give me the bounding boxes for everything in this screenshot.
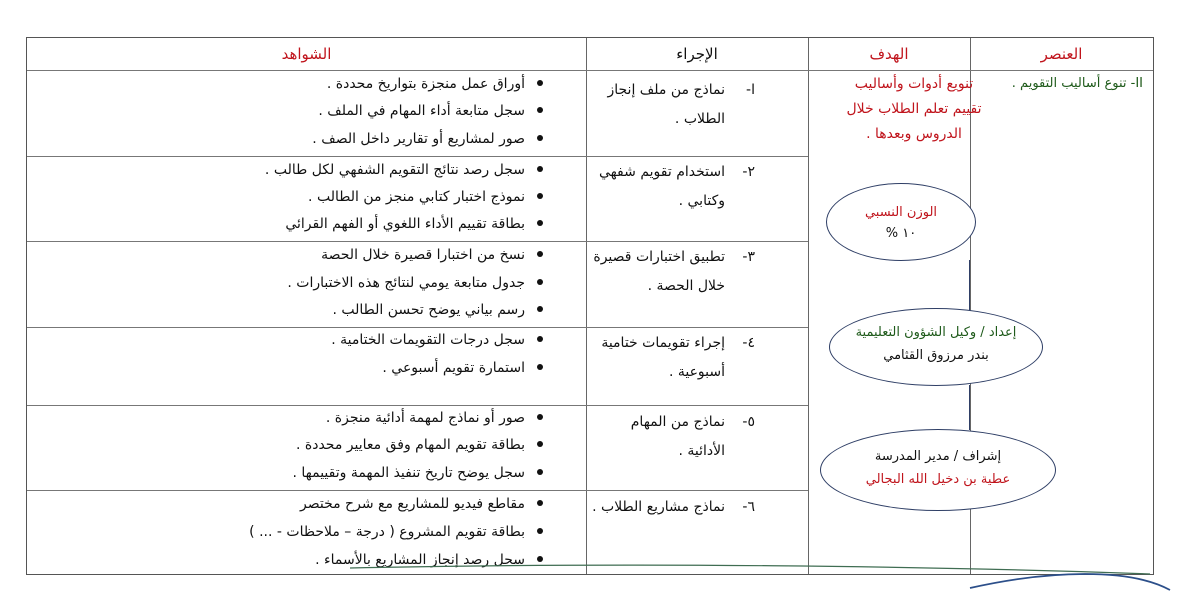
weight-value: ١٠ % <box>885 226 917 241</box>
evidence-item: بطاقة تقويم المشروع ( درجة – ملاحظات - ... ) <box>249 524 543 540</box>
goal-line: تنويع أدوات وأساليب <box>854 76 974 92</box>
procedure-number: ٥- <box>742 414 755 430</box>
prepared-ellipse <box>829 308 1043 386</box>
procedure-1 <box>595 76 755 134</box>
evidence-item: مقاطع فيديو للمشاريع مع شرح مختصر <box>300 496 543 512</box>
bullet-icon <box>537 336 543 342</box>
procedure-2 <box>595 158 755 216</box>
supervised-ellipse <box>820 429 1056 511</box>
bullet-icon <box>537 107 543 113</box>
bullet-icon <box>537 166 543 172</box>
column-divider <box>808 38 809 574</box>
evidence-item: سجل رصد نتائج التقويم الشفهي لكل طالب . <box>265 162 543 178</box>
decorative-swoosh <box>330 560 1200 591</box>
weight-label: الوزن النسبي <box>864 205 938 220</box>
bullet-icon <box>537 193 543 199</box>
procedure-line: إجراء تقويمات ختامية <box>601 335 725 351</box>
header-goal: الهدف <box>869 45 909 63</box>
connector-line <box>969 385 970 430</box>
procedure-line: نماذج من المهام <box>630 414 725 430</box>
bullet-icon <box>537 414 543 420</box>
procedure-number: ٣- <box>742 249 755 265</box>
bullet-icon <box>537 135 543 141</box>
bullet-icon <box>537 500 543 506</box>
evidence-item: أوراق عمل منجزة بتواريخ محددة . <box>327 76 543 92</box>
procedure-line: أسبوعية . <box>668 364 725 380</box>
evidence-item: رسم بياني يوضح تحسن الطالب . <box>332 302 543 318</box>
prepared-name: بندر مرزوق القثامي <box>883 348 989 363</box>
bullet-icon <box>537 220 543 226</box>
evidence-item: بطاقة تقويم المهام وفق معايير محددة . <box>296 437 543 453</box>
evidence-item: سجل يوضح تاريخ تنفيذ المهمة وتقييمها . <box>292 465 543 481</box>
procedure-line: خلال الحصة . <box>647 278 725 294</box>
evidence-item: سجل متابعة أداء المهام في الملف . <box>318 103 543 119</box>
supervised-name: عطية بن دخيل الله البجالي <box>865 472 1011 487</box>
row-divider <box>27 405 808 406</box>
procedure-line: نماذج مشاريع الطلاب . <box>592 499 725 515</box>
procedure-number: ا- <box>746 82 755 98</box>
goal-text <box>834 72 994 147</box>
procedure-line: تطبيق اختبارات قصيرة <box>593 249 725 265</box>
row-divider <box>27 241 808 242</box>
bullet-icon <box>537 279 543 285</box>
goal-line: تقييم تعلم الطلاب خلال <box>846 101 982 117</box>
procedure-5 <box>595 408 755 466</box>
header-divider <box>27 70 1153 71</box>
column-divider <box>586 38 587 574</box>
row-divider <box>27 327 808 328</box>
procedure-number: ٢- <box>742 164 755 180</box>
evidence-item: بطاقة تقييم الأداء اللغوي أو الفهم القرائي <box>285 216 543 232</box>
procedure-number: ٤- <box>742 335 755 351</box>
element-text: II- تنوع أساليب التقويم . <box>1011 76 1143 91</box>
row-divider <box>27 156 808 157</box>
procedure-line: وكتابي . <box>678 193 725 209</box>
bullet-icon <box>537 80 543 86</box>
prepared-label: إعداد / وكيل الشؤون التعليمية <box>855 325 1017 340</box>
bullet-icon <box>537 306 543 312</box>
evidence-item: نموذج اختبار كتابي منجز من الطالب . <box>308 189 543 205</box>
procedure-3 <box>595 243 755 301</box>
procedure-line: الأدائية . <box>678 443 725 459</box>
header-element: العنصر <box>1040 45 1083 63</box>
bullet-icon <box>537 251 543 257</box>
supervised-label: إشراف / مدير المدرسة <box>874 449 1002 464</box>
evidence-item: سجل درجات التقويمات الختامية . <box>331 332 543 348</box>
evidence-item: سجل رصد إنجاز المشاريع بالأسماء . <box>315 552 543 568</box>
evidence-item: صور أو نماذج لمهمة أدائية منجزة . <box>326 410 543 426</box>
procedure-line: استخدام تقويم شفهي <box>598 164 725 180</box>
procedure-line: الطلاب . <box>674 111 725 127</box>
bullet-icon <box>537 441 543 447</box>
connector-line <box>969 260 970 310</box>
bullet-icon <box>537 528 543 534</box>
evidence-item: جدول متابعة يومي لنتائج هذه الاختبارات . <box>287 275 543 291</box>
weight-ellipse <box>826 183 976 261</box>
bullet-icon <box>537 469 543 475</box>
bullet-icon <box>537 364 543 370</box>
row-divider <box>27 490 808 491</box>
procedure-number: ٦- <box>742 499 755 515</box>
evidence-item: استمارة تقويم أسبوعي . <box>382 360 543 376</box>
evidence-item: صور لمشاريع أو تقارير داخل الصف . <box>312 131 543 147</box>
header-evidence: الشواهد <box>281 45 332 63</box>
goal-line: الدروس وبعدها . <box>866 126 962 142</box>
header-procedure: الإجراء <box>676 45 718 63</box>
procedure-6 <box>592 493 755 522</box>
evidence-item: نسخ من اختبارا قصيرة خلال الحصة <box>321 247 543 263</box>
procedure-line: نماذج من ملف إنجاز <box>607 82 725 98</box>
procedure-4 <box>595 329 755 387</box>
